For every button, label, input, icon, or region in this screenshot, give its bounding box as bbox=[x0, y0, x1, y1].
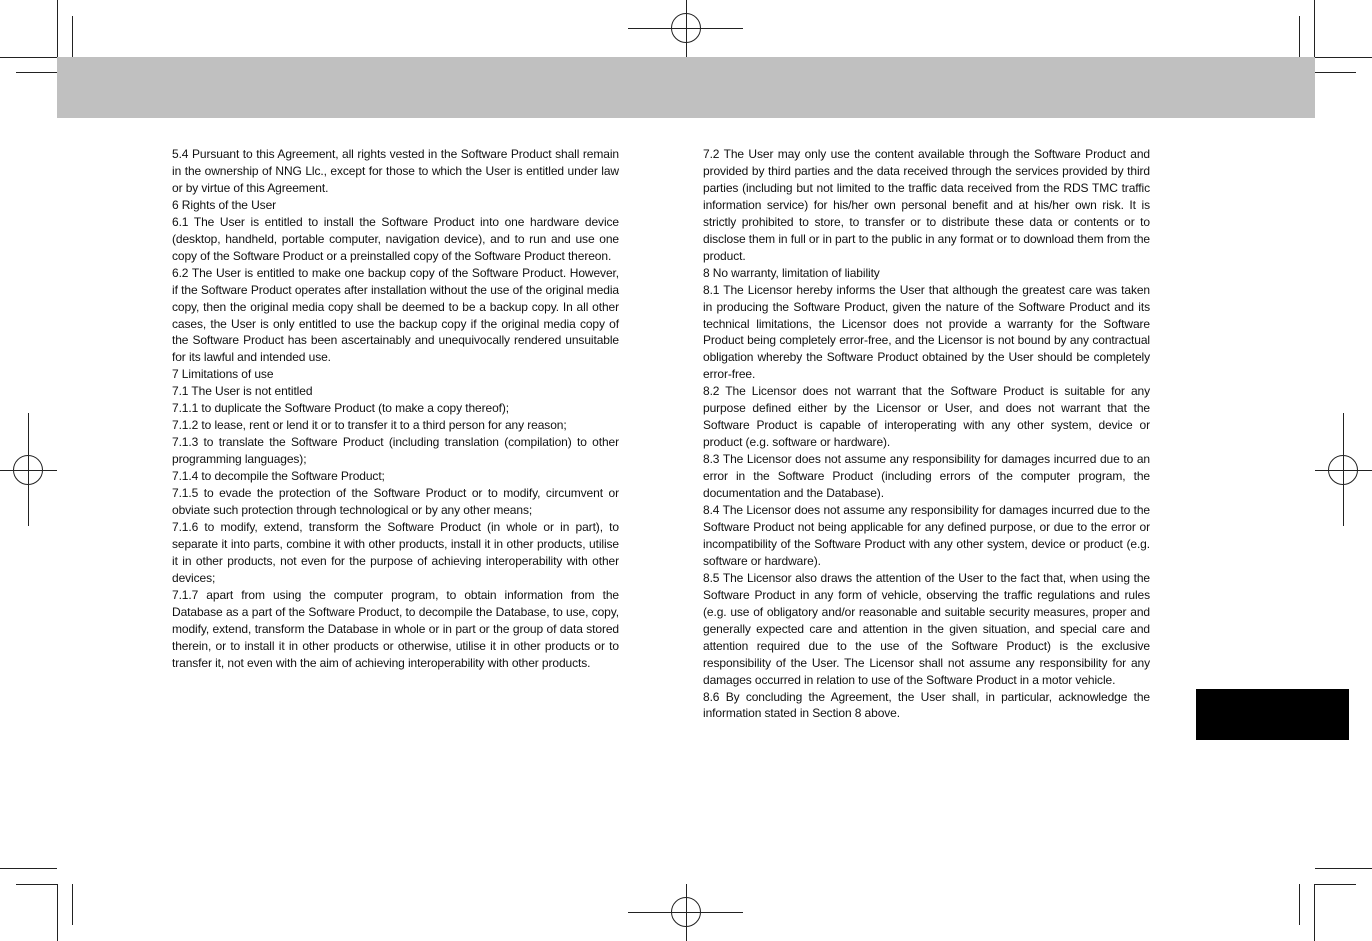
crop-mark bbox=[1299, 884, 1300, 925]
section-side-tab bbox=[1196, 689, 1349, 740]
paragraph: 7.1.6 to modify, extend, transform the Software Product (in whole or in part), to separate it into parts, combine it with other products, install it in other products, utilise it in other products, not even for the purpose of achieving interoperability with other devices; bbox=[172, 519, 619, 585]
crop-mark bbox=[0, 868, 57, 869]
crop-mark bbox=[1315, 57, 1372, 58]
crop-mark bbox=[16, 72, 57, 73]
crop-mark bbox=[16, 884, 57, 885]
paragraph: 8.3 The Licensor does not assume any responsibility for damages incurred due to an error in the Software Product (including errors of the computer program, the documentation and the Database). bbox=[703, 452, 1150, 501]
paragraph: 5.4 Pursuant to this Agreement, all rights vested in the Software Product shall remain in the ownership of NNG Llc., except for those to which the User is entitled under law or by virtue of this Agreement. bbox=[172, 147, 619, 195]
paragraph: 8.5 The Licensor also draws the attention of the User to the fact that, when using the Software Product in any form of vehicle, observing the traffic regulations and rules (e.g. use of obligatory and/or reasonable and suitable security measures, proper and generally expected care and attention in the given situation, and special care and attention required due to the use of the Software Product) is the exclusive responsibility of the User. The Licensor shall not assume any responsibility for any damages occurred in relation to use of the Software Product in a motor vehicle. bbox=[703, 570, 1150, 687]
paragraph: 8.4 The Licensor does not assume any responsibility for damages incurred due to the Software Product not being applicable for any defined purpose, or due to the error or incompatibility of the Software Product with any other system, device or product (e.g. software or hardware). bbox=[703, 503, 1150, 568]
paragraph: 7.1.3 to translate the Software Product (including translation (compilation) to other programming languages); bbox=[172, 435, 619, 467]
crop-mark bbox=[1299, 16, 1300, 57]
section-heading: 6 Rights of the User bbox=[172, 197, 277, 212]
crop-mark bbox=[1314, 884, 1315, 941]
paragraph: 8.2 The Licensor does not warrant that the Software Product is suitable for any purpose defined either by the Licensor or User, and does not warrant that the Software Product is capable of interoperating with any other system, device or product (e.g. software or hardware). bbox=[703, 384, 1150, 450]
left-text-column bbox=[172, 146, 619, 672]
paragraph: 7.1 The User is not entitled bbox=[172, 384, 313, 399]
crop-mark bbox=[57, 0, 58, 57]
paragraph: 6.1 The User is entitled to install the Software Product into one hardware device (desktop, handheld, portable computer, navigation device), and to run and use one copy of the Software Product or a preinstalled copy of the Software Product thereon. bbox=[172, 214, 619, 263]
paragraph: 8.6 By concluding the Agreement, the User shall, in particular, acknowledge the information stated in Section 8 above. bbox=[703, 689, 1150, 721]
crop-mark bbox=[0, 57, 57, 58]
crop-mark bbox=[57, 884, 58, 941]
paragraph: 7.1.4 to decompile the Software Product; bbox=[172, 469, 385, 484]
section-heading: 8 No warranty, limitation of liability bbox=[703, 265, 880, 280]
crop-mark bbox=[72, 16, 73, 57]
header-band bbox=[57, 57, 1315, 118]
crop-mark bbox=[1315, 884, 1356, 885]
paragraph: 7.1.7 apart from using the computer program, to obtain information from the Database as a part of the Software Product, to decompile the Database, to use, copy, modify, extend, transform the Database in whole or in part or the group of data stored therein, or to install it in other products or otherwise, utilise it in other products or to transfer it, not even with the aim of achieving interoperability with other products. bbox=[172, 587, 619, 670]
crop-mark bbox=[72, 884, 73, 925]
crop-mark bbox=[1314, 0, 1315, 57]
right-text-column bbox=[703, 146, 1150, 722]
paragraph: 7.1.5 to evade the protection of the Software Product or to modify, circumvent or obviate such protection through technological or by any other means; bbox=[172, 486, 619, 518]
crop-mark bbox=[1315, 868, 1372, 869]
paragraph: 7.2 The User may only use the content available through the Software Product and provided by third parties and the data received through the services provided by third parties (including but not limited to the traffic data received from the RDS TMC traffic information service) for his/her own personal benefit and at his/her own risk. It is strictly prohibited to store, to transfer or to distribute these data or contents or to disclose them in full or in part to the public in any format or to download them from the product. bbox=[703, 147, 1150, 263]
paragraph: 7.1.2 to lease, rent or lend it or to transfer it to a third person for any reason; bbox=[172, 418, 567, 433]
crop-mark bbox=[1315, 72, 1356, 73]
paragraph: 6.2 The User is entitled to make one backup copy of the Software Product. However, if the Software Product operates after installation without the use of the original media copy, then the original media copy shall be deemed to be a backup copy. In all other cases, the User is only entitled to use the backup copy if the original media copy of the Software Product has been ascertainably and unequivocally rendered unsuitable for its lawful and intended use. bbox=[172, 265, 619, 365]
section-heading: 7 Limitations of use bbox=[172, 367, 274, 382]
paragraph: 8.1 The Licensor hereby informs the User that although the greatest care was taken in producing the Software Product, given the nature of the Software Product and its technical limitations, the Licensor does not provide a warranty for the Software Product being completely error-free, and the Licensor is not bound by any contractual obligation whereby the Software Product obtained by the User should be completely error-free. bbox=[703, 282, 1150, 382]
paragraph: 7.1.1 to duplicate the Software Product (to make a copy thereof); bbox=[172, 401, 510, 416]
